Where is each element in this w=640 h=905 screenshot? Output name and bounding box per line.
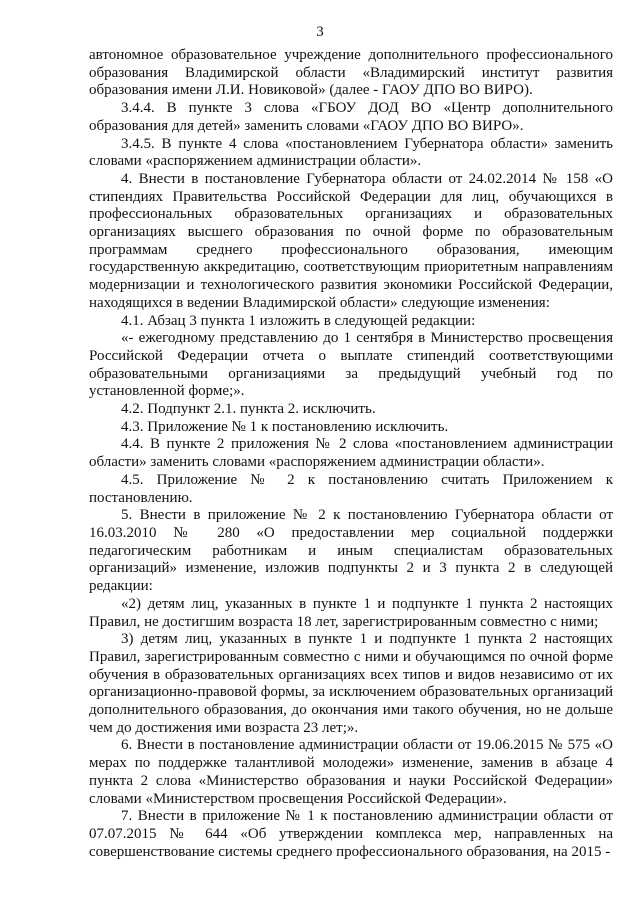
paragraph-5-item-2: «2) детям лиц, указанных в пункте 1 и подпункте 1 пункта 2 настоящих Правил, не достигшим возраста 18 лет, зарегистрированным совместно с ними; xyxy=(89,595,613,630)
paragraph-4-3: 4.3. Приложение № 1 к постановлению исключить. xyxy=(121,418,449,435)
paragraph-4-1: 4.1. Абзац 3 пункта 1 изложить в следующей редакции: xyxy=(121,312,476,329)
paragraph-4-2: 4.2. Подпункт 2.1. пункта 2. исключить. xyxy=(121,401,376,418)
paragraph-7: 7. Внести в приложение № 1 к постановлению администрации области от 07.07.2015 № 644 «Об утверждении комплекса мер, направленных на совершенствование системы среднего профессионального образования, на 2015 - xyxy=(89,808,613,860)
paragraph-continuation: автономное образовательное учреждение дополнительного профессионального образования Владимирской области «Владимирский институт развития образования имени Л.И. Новиковой» (далее - ГАОУ ДПО ВО ВИРО). xyxy=(89,47,613,99)
paragraph-4-5: 4.5. Приложение № 2 к постановлению считать Приложением к постановлению. xyxy=(89,471,613,506)
paragraph-3-4-4: 3.4.4. В пункте 3 слова «ГБОУ ДОД ВО «Центр дополнительного образования для детей» заменить словами «ГАОУ ДПО ВО ВИРО». xyxy=(89,100,613,134)
paragraph-6: 6. Внести в постановление администрации области от 19.06.2015 № 575 «О мерах по поддержке талантливой молодежи» изменение, заменив в абзаце 4 пункта 2 слова «Министерство образования и науки Российской Федерации» словами «Министерством просвещения Российской Федерации». xyxy=(89,737,613,807)
paragraph-4-1-quote: «- ежегодному представлению до 1 сентября в Министерство просвещения Российской Федерации отчета о выплате стипендий соответствующими образовательными организациями за предыдущий учебный год по установленной форме;». xyxy=(89,330,613,400)
paragraph-4-4: 4.4. В пункте 2 приложения № 2 слова «постановлением администрации области» заменить словами «распоряжением администрации области». xyxy=(89,436,613,471)
paragraph-3-4-5: 3.4.5. В пункте 4 слова «постановлением Губернатора области» заменить словами «распоряжением администрации области». xyxy=(89,135,613,170)
paragraph-5: 5. Внести в приложение № 2 к постановлению Губернатора области от 16.03.2010 № 280 «О предоставлении мер социальной поддержки педагогическим работникам и иным специалистам образовательных организаций» изменение, изложив подпункты 2 и 3 пункта 2 в следующей редакции: xyxy=(89,507,613,595)
document-body xyxy=(89,47,613,861)
paragraph-4: 4. Внести в постановление Губернатора области от 24.02.2014 № 158 «О стипендиях Правительства Российской Федерации для лиц, обучающихся в профессиональных образовательных организациях и образовательных организациях высшего образования по очной форме по образовательным программам среднего профессионального образования, имеющим государственную аккредитацию, соответствующим приоритетным направлениям модернизации и технологического развития экономики Российской Федерации, находящихся в ведении Владимирской области» следующие изменения: xyxy=(89,170,613,311)
paragraph-5-item-3: 3) детям лиц, указанных в пункте 1 и подпункте 1 пункта 2 настоящих Правил, зарегистрированным совместно с ними и обучающимся по очной форме обучения в образовательных организациях всех типов и видов независимо от их организационно-правовой формы, за исключением образовательных организаций дополнительного образования, до окончания ими такого обучения, но не дольше чем до достижения ими возраста 23 лет;». xyxy=(89,631,613,736)
page-number: 3 xyxy=(316,24,324,40)
